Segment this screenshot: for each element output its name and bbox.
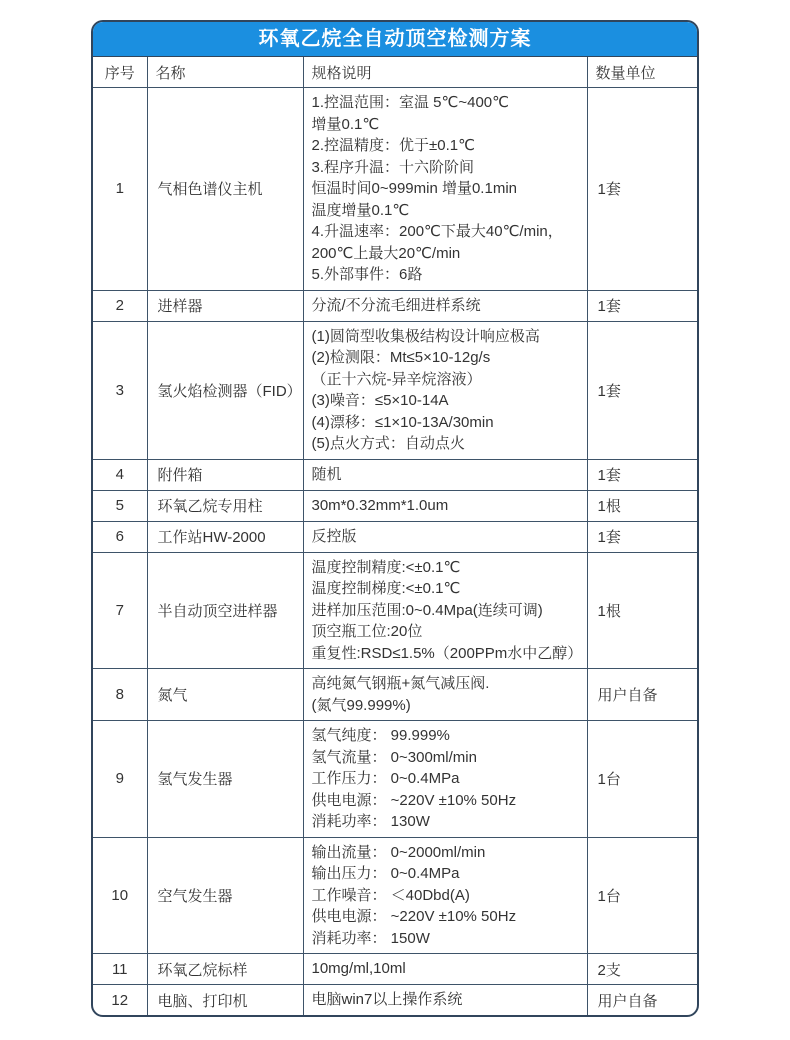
cell-item-name: 气相色谱仪主机 — [147, 88, 303, 291]
cell-item-name: 进样器 — [147, 290, 303, 321]
spec-line: 工作压力： 0~0.4MPa — [311, 770, 460, 787]
spec-line: 电脑win7以上操作系统 — [311, 991, 463, 1009]
spec-line: 高纯氮气钢瓶+氮气减压阀. — [311, 675, 490, 692]
cell-row-number: 9 — [93, 721, 147, 838]
spec-line: 30m*0.32mm*1.0um — [311, 496, 449, 514]
spec-line: 分流/不分流毛细进样系统 — [311, 296, 481, 314]
table-row — [93, 490, 697, 521]
cell-row-number: 1 — [93, 88, 147, 291]
cell-quantity: 1套 — [587, 459, 697, 490]
spec-line: 增量0.1℃ — [311, 115, 380, 133]
spec-line: 2.控温精度：优于±0.1℃ — [311, 137, 475, 154]
spec-line: 工作噪音： ＜40Dbd(A) — [311, 886, 470, 904]
cell-spec — [303, 490, 587, 521]
cell-row-number: 4 — [93, 459, 147, 490]
spec-line: 4.升温速率：200℃下最大40℃/min， — [311, 223, 563, 240]
cell-quantity: 1套 — [587, 88, 697, 291]
col-header-no: 序号 — [93, 57, 147, 88]
cell-quantity: 1套 — [587, 521, 697, 552]
spec-line: 1.控温范围：室温 5℃~400℃ — [311, 94, 509, 111]
cell-row-number: 6 — [93, 521, 147, 552]
cell-spec — [303, 290, 587, 321]
spec-line: (氮气99.999%) — [311, 696, 411, 714]
spec-line: 温度控制精度:<±0.1℃ — [311, 558, 461, 576]
spec-line: 消耗功率： 130W — [311, 813, 430, 830]
spec-line: （正十六烷-异辛烷溶液） — [311, 370, 482, 388]
cell-quantity: 1套 — [587, 290, 697, 321]
spec-line: 氢气流量： 0~300ml/min — [311, 748, 477, 766]
spec-line: 重复性:RSD≤1.5%（200PPm水中乙醇） — [311, 644, 583, 662]
cell-quantity: 1台 — [587, 837, 697, 954]
cell-row-number: 8 — [93, 669, 147, 721]
cell-item-name: 半自动顶空进样器 — [147, 552, 303, 669]
cell-item-name: 氢气发生器 — [147, 721, 303, 838]
page-title: 环氧乙烷全自动顶空检测方案 — [93, 22, 697, 57]
table-row — [93, 552, 697, 669]
cell-spec — [303, 552, 587, 669]
cell-item-name: 环氧乙烷专用柱 — [147, 490, 303, 521]
table-row — [93, 985, 697, 1016]
spec-line: 随机 — [311, 465, 342, 483]
cell-spec — [303, 669, 587, 721]
cell-row-number: 7 — [93, 552, 147, 669]
cell-row-number: 5 — [93, 490, 147, 521]
col-header-qty: 数量单位 — [587, 57, 697, 88]
cell-spec — [303, 837, 587, 954]
spec-card — [91, 20, 699, 1017]
table-row — [93, 721, 697, 838]
spec-line: 供电电源： ~220V ±10% 50Hz — [311, 908, 517, 925]
spec-line: 温度控制梯度:<±0.1℃ — [311, 580, 461, 597]
spec-line: (5)点火方式：自动点火 — [311, 435, 465, 452]
table-row — [93, 459, 697, 490]
cell-quantity: 1根 — [587, 490, 697, 521]
spec-line: 供电电源： ~220V ±10% 50Hz — [311, 791, 517, 809]
spec-line: 反控版 — [311, 527, 357, 545]
cell-item-name: 环氧乙烷标样 — [147, 954, 303, 985]
cell-item-name: 氢火焰检测器（FID） — [147, 321, 303, 459]
cell-row-number: 3 — [93, 321, 147, 459]
cell-item-name: 电脑、打印机 — [147, 985, 303, 1016]
spec-line: 3.程序升温：十六阶阶间 — [311, 158, 475, 176]
spec-line: 10mg/ml,10ml — [311, 960, 406, 978]
cell-quantity: 用户自备 — [587, 985, 697, 1016]
cell-row-number: 12 — [93, 985, 147, 1016]
cell-spec — [303, 954, 587, 985]
cell-row-number: 2 — [93, 290, 147, 321]
cell-spec — [303, 321, 587, 459]
spec-line: 氢气纯度： 99.999% — [311, 727, 450, 744]
spec-line: 顶空瓶工位:20位 — [311, 623, 423, 640]
table-row — [93, 669, 697, 721]
spec-line: 输出压力： 0~0.4MPa — [311, 865, 460, 882]
cell-item-name: 附件箱 — [147, 459, 303, 490]
spec-line: 温度增量0.1℃ — [311, 201, 410, 219]
spec-line: 消耗功率： 150W — [311, 929, 430, 947]
cell-item-name: 氮气 — [147, 669, 303, 721]
cell-quantity: 1台 — [587, 721, 697, 838]
cell-quantity: 用户自备 — [587, 669, 697, 721]
spec-line: 5.外部事件：6路 — [311, 266, 423, 283]
spec-line: (2)检测限：Mt≤5×10-12g/s — [311, 349, 491, 366]
table-row — [93, 954, 697, 985]
spec-line: 200℃上最大20℃/min — [311, 244, 461, 262]
table-row — [93, 521, 697, 552]
spec-line: 进样加压范围:0~0.4Mpa(连续可调) — [311, 601, 543, 619]
spec-table — [93, 57, 697, 1015]
cell-item-name: 工作站HW-2000 — [147, 521, 303, 552]
table-body — [93, 88, 697, 1016]
table-row — [93, 321, 697, 459]
cell-row-number: 10 — [93, 837, 147, 954]
cell-spec — [303, 88, 587, 291]
spec-line: (4)漂移：≤1×10-13A/30min — [311, 413, 494, 431]
table-row — [93, 837, 697, 954]
spec-line: (1)圆筒型收集极结构设计响应极高 — [311, 327, 540, 345]
header-row — [93, 57, 697, 88]
cell-item-name: 空气发生器 — [147, 837, 303, 954]
col-header-spec: 规格说明 — [303, 57, 587, 88]
cell-spec — [303, 721, 587, 838]
spec-line: (3)噪音：≤5×10-14A — [311, 392, 449, 409]
cell-spec — [303, 459, 587, 490]
cell-row-number: 11 — [93, 954, 147, 985]
cell-quantity: 1套 — [587, 321, 697, 459]
col-header-name: 名称 — [147, 57, 303, 88]
cell-quantity: 2支 — [587, 954, 697, 985]
table-row — [93, 290, 697, 321]
spec-line: 输出流量： 0~2000ml/min — [311, 843, 486, 861]
cell-spec — [303, 521, 587, 552]
table-row — [93, 88, 697, 291]
spec-line: 恒温时间0~999min 增量0.1min — [311, 180, 517, 197]
cell-quantity: 1根 — [587, 552, 697, 669]
cell-spec — [303, 985, 587, 1016]
